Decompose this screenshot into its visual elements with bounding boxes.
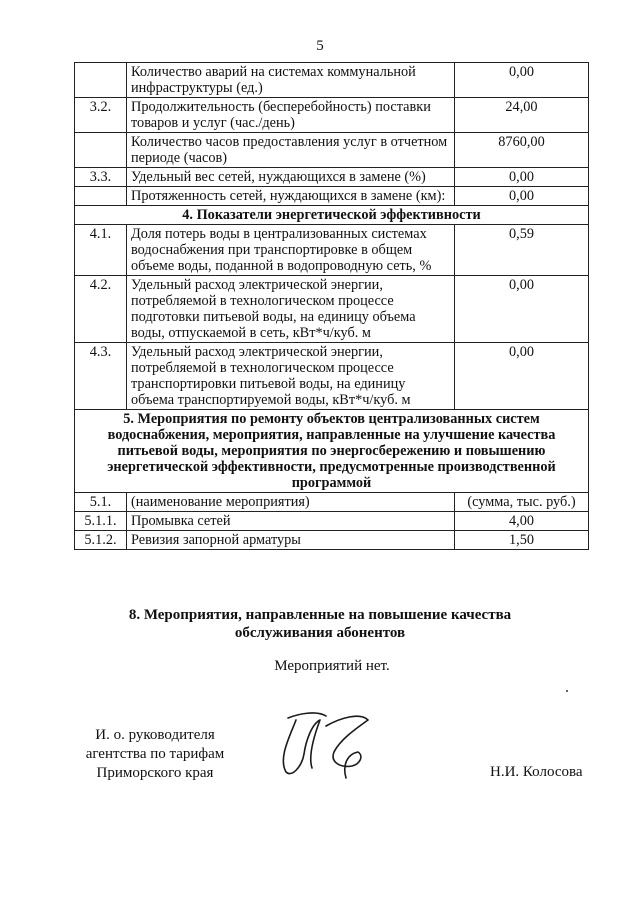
row-number: 3.2. [75,98,127,133]
row-number: 5.1.1. [75,512,127,531]
row-text: Доля потерь воды в централизованных системах водоснабжения при транспортировке в общем объеме воды, поданной в водопроводную сеть, % [127,225,455,276]
row-number: 4.2. [75,276,127,343]
position-line-3: Приморского края [96,765,214,781]
row-value: 4,00 [455,512,589,531]
row-number [75,63,127,98]
section-8-title-line-1: 8. Мероприятия, направленные на повышение качества [128,607,512,623]
row-number: 4.3. [75,343,127,410]
row-text: Продолжительность (бесперебойность) поставки товаров и услуг (час./день) [127,98,455,133]
row-value: 0,00 [455,168,589,187]
row-text: (наименование мероприятия) [127,493,455,512]
indicators-table [74,62,589,550]
row-text: Ревизия запорной арматуры [127,531,455,550]
table-row [75,493,589,512]
row-value: 24,00 [455,98,589,133]
section-5-title: 5. Мероприятия по ремонту объектов централизованных систем водоснабжения, мероприятия, направленные на улучшение качества питьевой воды, мероприятия по энергосбережению и повышению энергетической эффективности, предусмотренные производственной программой [75,410,589,493]
table-row [75,343,589,410]
row-value: 0,59 [455,225,589,276]
section-8-heading [0,606,640,642]
row-value: 0,00 [455,187,589,206]
row-text: Удельный расход электрической энергии, потребляемой в технологическом процессе подготовки питьевой воды, на единицу объема воды, отпускаемой в сеть, кВт*ч/куб. м [127,276,455,343]
table-row [75,512,589,531]
row-text: Удельный вес сетей, нуждающихся в замене (%) [127,168,455,187]
handwritten-signature [268,706,388,786]
row-number [75,187,127,206]
table-row [75,276,589,343]
row-number: 5.1.2. [75,531,127,550]
row-text: Промывка сетей [127,512,455,531]
row-text: Количество часов предоставления услуг в отчетном периоде (часов) [127,133,455,168]
section-8-body: Мероприятий нет. [274,658,390,674]
section-4-title: 4. Показатели энергетической эффективности [75,206,589,225]
row-text: Протяженность сетей, нуждающихся в замене (км): [127,187,455,206]
ink-dot [566,690,568,692]
table-row [75,63,589,98]
row-value: 8760,00 [455,133,589,168]
table-row [75,168,589,187]
page-number: 5 [316,38,324,54]
row-text: Количество аварий на системах коммунальной инфраструктуры (ед.) [127,63,455,98]
signatory-name: Н.И. Колосова [490,764,583,780]
row-value: 1,50 [455,531,589,550]
row-value: 0,00 [455,276,589,343]
section-heading-row [75,206,589,225]
table-row [75,133,589,168]
row-number: 3.3. [75,168,127,187]
section-heading-row [75,410,589,493]
signatory-position [80,726,230,783]
row-number: 4.1. [75,225,127,276]
row-value: 0,00 [455,63,589,98]
row-value: 0,00 [455,343,589,410]
row-number: 5.1. [75,493,127,512]
position-line-2: агентства по тарифам [85,746,225,762]
row-text: Удельный расход электрической энергии, потребляемой в технологическом процессе транспортировки питьевой воды, на единицу объема транспортируемой воды, кВт*ч/куб. м [127,343,455,410]
position-line-1: И. о. руководителя [95,727,215,743]
row-number [75,133,127,168]
section-8-title-line-2: обслуживания абонентов [234,625,406,641]
table-row [75,225,589,276]
table-row [75,98,589,133]
table-row [75,187,589,206]
row-value: (сумма, тыс. руб.) [455,493,589,512]
table-row [75,531,589,550]
